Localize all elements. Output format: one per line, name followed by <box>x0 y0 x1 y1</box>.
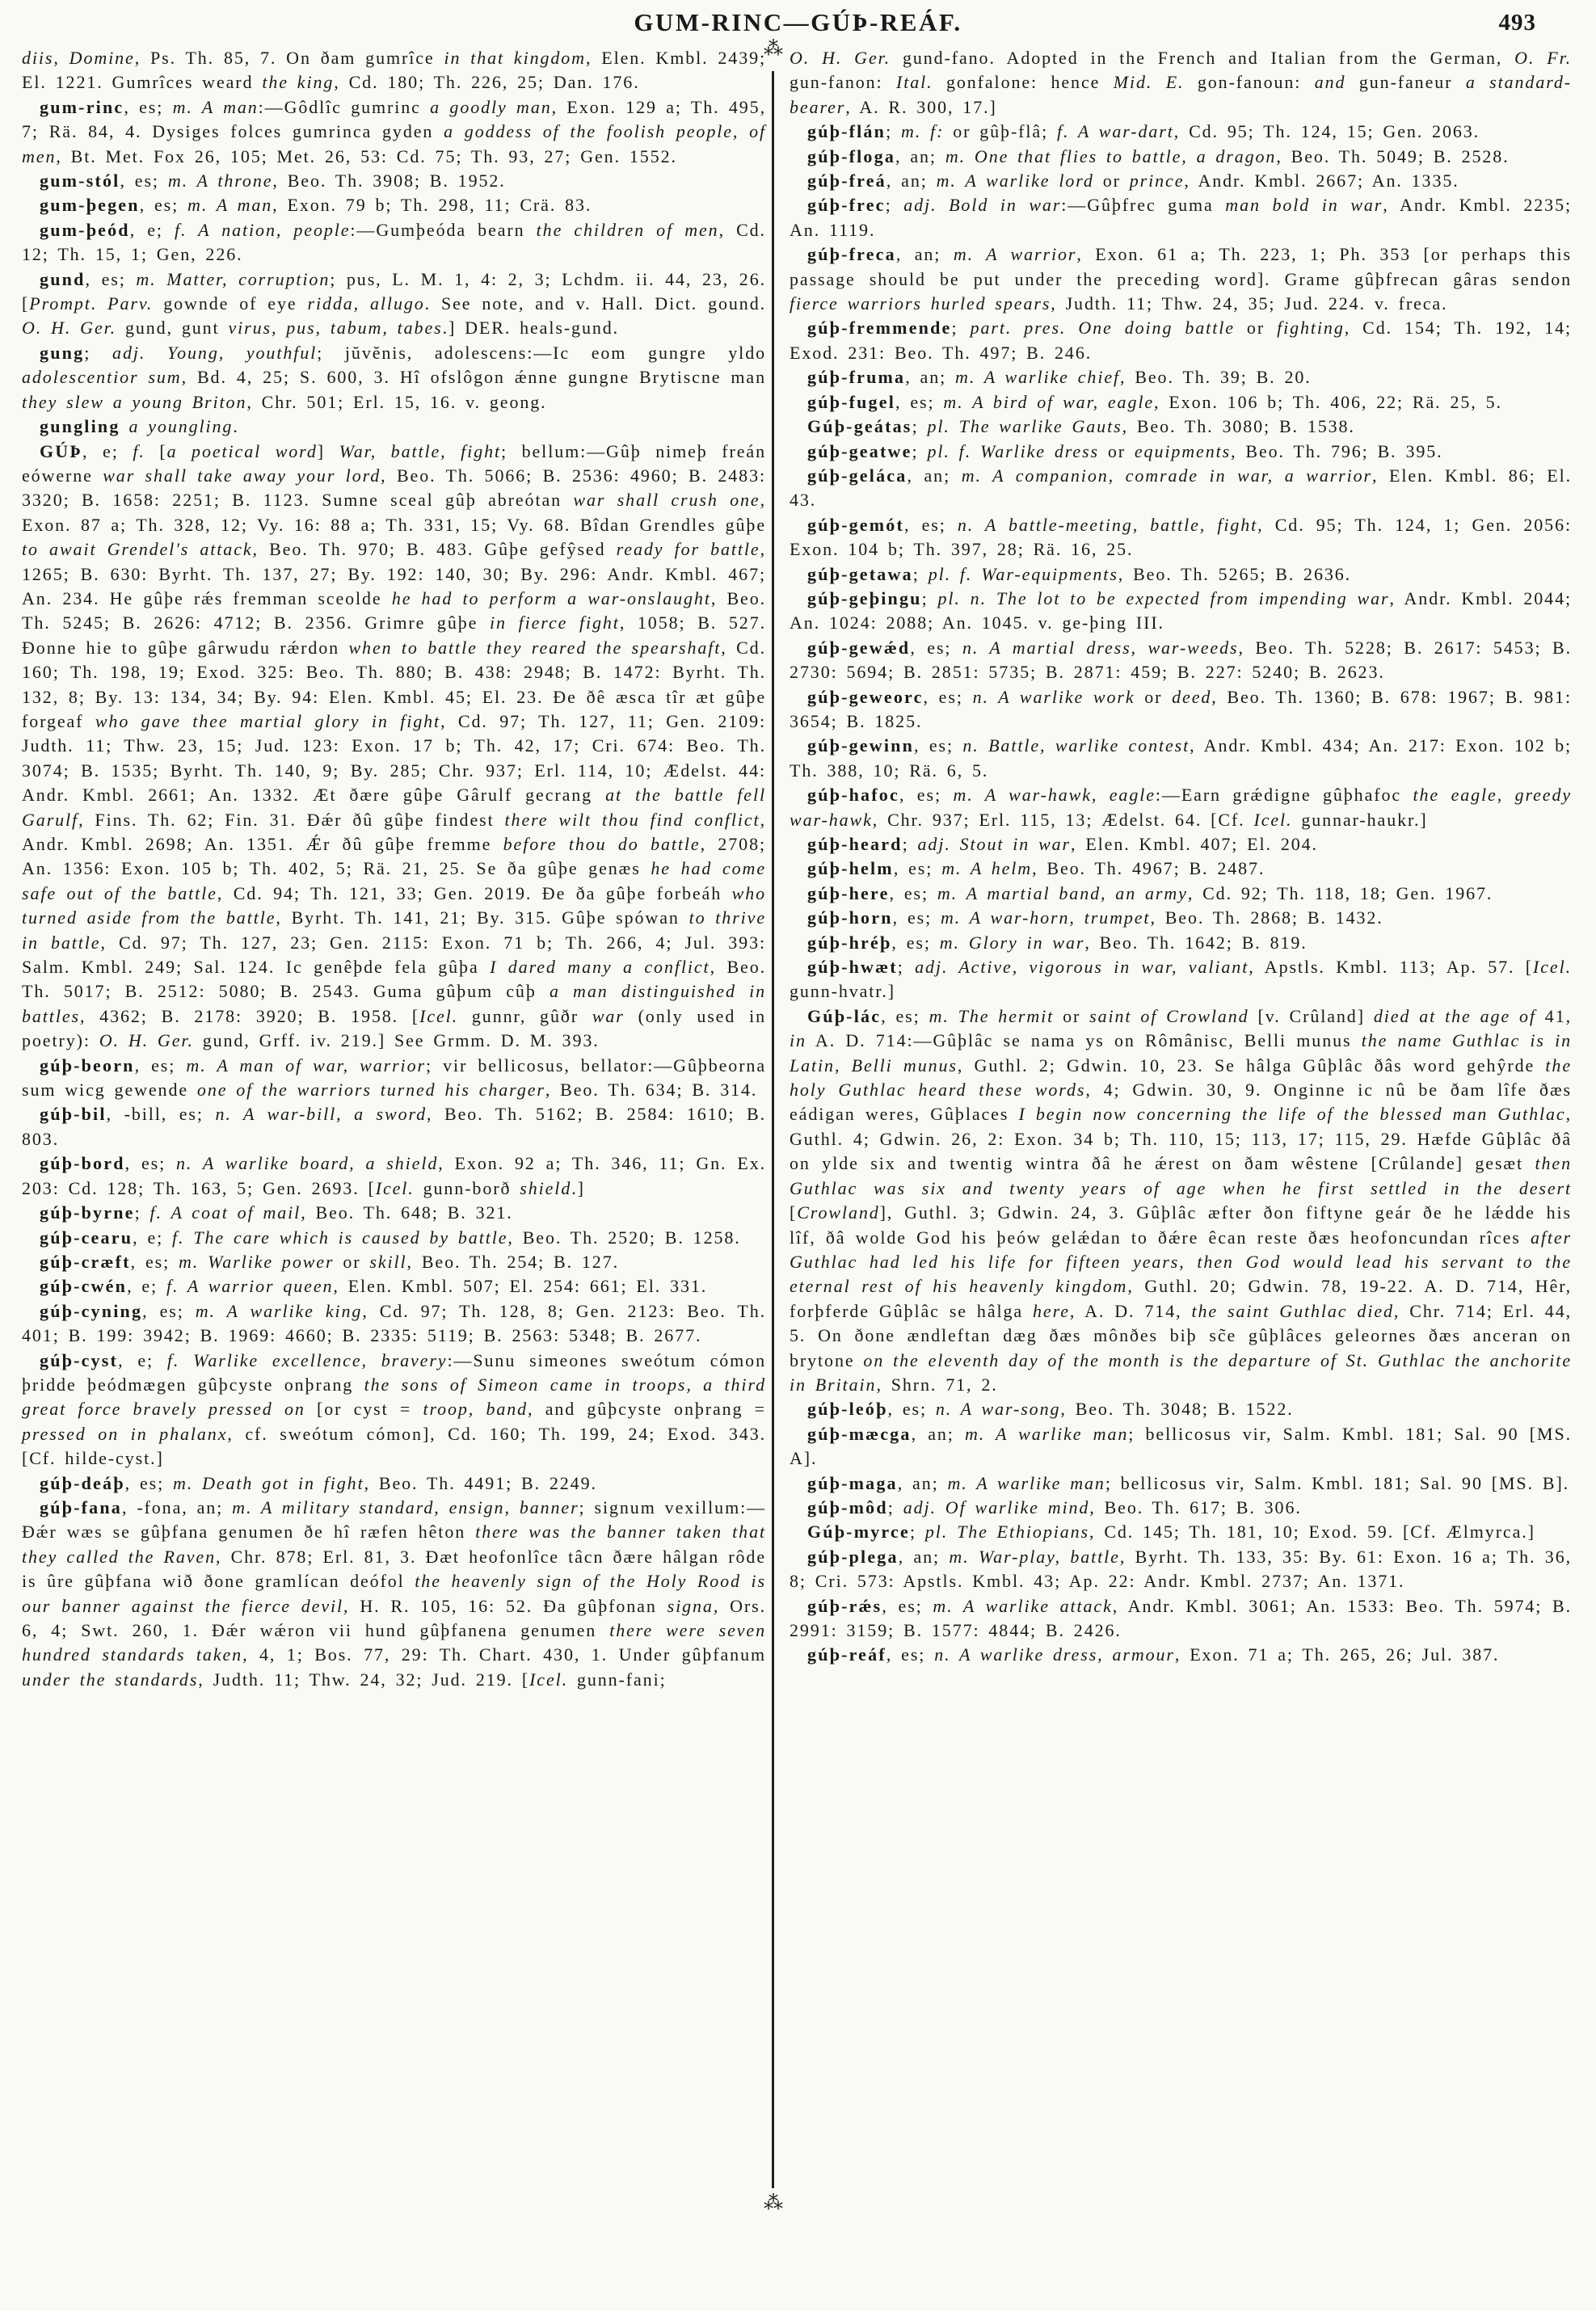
entry-gloss-italic: shield <box>520 1177 572 1198</box>
dictionary-entry: gum-rinc, es; m. A man:—Gôdlîc gumrinc a goodly man, Exon. 129 a; Th. 495, 7; Rä. 84, 4. Dysiges folces gumrinca gyden a goddess of the foolish people, of men, Bt. Met. Fox 26, 105; Met. 26, 53: Cd. 75; Th. 93, 27; Gen. 1552. <box>22 96 767 166</box>
dictionary-entry: gúþ-môd; adj. Of warlike mind, Beo. Th. 617; B. 306. <box>807 1496 1302 1518</box>
entry-gloss-italic: m. A helm <box>941 858 1033 879</box>
entry-headword: gúþ-frec <box>807 195 886 216</box>
dictionary-entry: gúþ-getawa; pl. f. War-equipments, Beo. Th. 5265; B. 2636. <box>807 563 1352 584</box>
entry-gloss-italic: m. A throne <box>167 170 273 192</box>
entry-gloss-italic: n. A warlike board, a shield <box>176 1153 439 1174</box>
entry-gloss-italic: Icel. <box>529 1669 569 1690</box>
entry-gloss-italic: part. pres. One doing battle <box>970 318 1235 339</box>
dictionary-entry: gúþ-heard; adj. Stout in war, Elen. Kmbl. 407; El. 204. <box>807 834 1318 854</box>
entry-gloss-italic: the heavenly sign of the Holy Rood is our banner against the fierce devil <box>22 1571 766 1616</box>
entry-headword: gúþ-helm <box>807 858 894 879</box>
entry-gloss-italic: Icel. <box>419 1005 459 1026</box>
entry-gloss-italic: on the eleventh day of the month is the departure of St. Guthlac the anchorite in Britain <box>790 1349 1572 1395</box>
entry-gloss-italic: there were seven hundred standards taken <box>22 1620 766 1665</box>
entry-headword: Gúþ-lác <box>807 1005 882 1026</box>
dictionary-entry: gúþ-frec; adj. Bold in war:—Gûþfrec guma man bold in war, Andr. Kmbl. 2235; An. 1119. <box>790 195 1572 240</box>
entry-gloss-italic: pl. The warlike Gauts <box>927 416 1122 437</box>
entry-gloss-italic: deed <box>1172 686 1212 707</box>
dictionary-entry: gúþ-cyning, es; m. A warlike king, Cd. 97; Th. 128, 8; Gen. 2123: Beo. Th. 401; B. 199: 3942; B. 1969: 4660; B. 2335: 5119; B. 2563: 5348; B. 2677. <box>22 1300 766 1346</box>
entry-gloss-italic: man bold in war <box>1225 195 1383 216</box>
entry-gloss-italic: adj. Stout in war <box>917 834 1072 854</box>
dictionary-entry: gúþ-hwæt; adj. Active, vigorous in war, valiant, Apstls. Kmbl. 113; Ap. 57. [Icel. gunn-hvatr.] <box>790 957 1572 1002</box>
entry-headword: gúþ-mæcga <box>807 1423 912 1444</box>
entry-gloss-italic: f. A coat of mail <box>149 1202 301 1223</box>
entry-gloss-italic: virus, pus, tabum, tabes <box>228 318 443 339</box>
entry-gloss-italic: m. A war-hawk, eagle <box>953 785 1156 806</box>
entry-gloss-italic: a poetical word <box>166 440 318 461</box>
entry-gloss-italic: m. A warlike attack <box>933 1595 1113 1616</box>
entry-gloss-italic: Ital. <box>895 72 933 93</box>
entry-gloss-italic: in that kingdom <box>444 48 586 68</box>
dictionary-entry: gúþ-helm, es; m. A helm, Beo. Th. 4967; B. 2487. <box>807 858 1265 879</box>
entry-headword: gúþ-cwén <box>40 1276 128 1297</box>
dictionary-entry: gúþ-cwén, e; f. A warrior queen, Elen. Kmbl. 507; El. 254: 661; El. 331. <box>40 1276 708 1297</box>
entry-gloss-italic: m. A warlike man <box>947 1472 1105 1493</box>
entry-gloss-italic: ready for battle <box>616 539 760 560</box>
entry-gloss-italic: f. A war-dart <box>1057 121 1174 142</box>
entry-gloss-italic: pl. The Ethiopians <box>924 1522 1090 1543</box>
entry-headword: gúþ-cyning <box>40 1300 143 1321</box>
entry-headword: gum-þeód <box>40 219 130 240</box>
dictionary-entry: gúþ-geláca, an; m. A companion, comrade in war, a warrior, Elen. Kmbl. 86; El. 43. <box>790 465 1572 511</box>
entry-headword: gúþ-geweorc <box>807 686 924 707</box>
dictionary-entry: gúþ-geþingu; pl. n. The lot to be expected from impending war, Andr. Kmbl. 2044; An. 1024: 2088; An. 1045. v. ge-þing III. <box>790 587 1572 634</box>
entry-gloss-italic: equipments <box>1134 440 1232 461</box>
divider-ornament-bottom-icon: ⁂ <box>764 2193 783 2214</box>
page-title: GUM-RINC—GÚÞ-REÁF. <box>634 8 962 36</box>
entry-gloss-italic: adolescentior sum <box>22 367 182 388</box>
entry-headword: gúþ-beorn <box>40 1054 135 1076</box>
entry-gloss-italic: to thrive in battle <box>22 907 767 953</box>
entry-gloss-italic: n. A martial dress, war-weeds <box>962 637 1239 658</box>
entry-gloss-italic: Icel. <box>375 1177 415 1198</box>
entry-gloss-italic: f. <box>133 440 145 461</box>
dictionary-entry: gúþ-mæcga, an; m. A warlike man; bellicosus vir, Salm. Kmbl. 181; Sal. 90 [MS. A]. <box>790 1423 1572 1469</box>
entry-gloss-italic: m. A bird of war, eagle <box>943 391 1155 412</box>
dictionary-entry: gúþ-bord, es; n. A warlike board, a shield, Exon. 92 a; Th. 346, 11; Gn. Ex. 203: Cd. 128; Th. 163, 5; Gen. 2693. [Icel. gunn-borð shield.] <box>22 1153 766 1198</box>
entry-headword: gúþ-bord <box>40 1153 125 1174</box>
entry-headword: Gúþ-myrce <box>807 1522 910 1543</box>
entry-headword: gúþ-hréþ <box>807 932 892 953</box>
dictionary-entry: gúþ-fruma, an; m. A warlike chief, Beo. Th. 39; B. 20. <box>807 367 1312 388</box>
entry-gloss-italic: Icel. <box>1253 809 1293 830</box>
entry-headword: gum-rinc <box>40 96 124 117</box>
dictionary-entry: gung; adj. Young, youthful; jŭvĕnis, adolescens:—Ic eom gungre yldo adolescentior sum, Bd. 4, 25; S. 600, 3. Hî ofslôgon ǽnne gungne Brytiscne man they slew a young Briton, Chr. 501; Erl. 15, 16. v. geong. <box>22 342 766 412</box>
entry-gloss-italic: then Guthlac was six and twenty years of age when he first settled in the desert <box>790 1153 1572 1198</box>
entry-gloss-italic: the eagle, greedy war-hawk <box>790 785 1573 830</box>
entry-gloss-italic: Prompt. Parv. <box>29 293 154 314</box>
entry-gloss-italic: the holy Guthlac heard these words <box>790 1054 1572 1101</box>
entry-headword: gúþ-deáþ <box>40 1472 125 1493</box>
entry-headword: gúþ-cræft <box>40 1251 131 1272</box>
entry-gloss-italic: the name Guthlac is in Latin, Belli munus <box>790 1030 1573 1076</box>
entry-gloss-italic: O. H. Ger. <box>790 48 891 68</box>
dictionary-entry: gúþ-gemót, es; n. A battle-meeting, battle, fight, Cd. 95; Th. 124, 1; Gen. 2056: Exon. 104 b; Th. 397, 28; Rä. 16, 25. <box>790 514 1572 560</box>
entry-headword: gúþ-freca <box>807 244 896 265</box>
entry-gloss-italic: there wilt thou find conflict <box>504 809 760 830</box>
entry-gloss-italic: f. A warrior queen <box>166 1276 334 1297</box>
entry-gloss-italic: before thou do battle <box>503 834 701 854</box>
entry-headword: gúþ-gemót <box>807 514 905 535</box>
entry-gloss-italic: war shall crush one <box>573 490 760 511</box>
entry-gloss-italic: the children of men <box>536 219 719 240</box>
entry-headword: gúþ-bil <box>40 1104 107 1125</box>
entry-headword: gúþ-geþingu <box>807 587 922 608</box>
dictionary-entry: gúþ-freá, an; m. A warlike lord or prince, Andr. Kmbl. 2667; An. 1335. <box>807 170 1459 192</box>
dictionary-entry: gúþ-fremmende; part. pres. One doing battle or fighting, Cd. 154; Th. 192, 14; Exod. 231: Beo. Th. 497; B. 246. <box>790 318 1573 363</box>
entry-headword: gúþ-geláca <box>807 465 907 486</box>
entry-gloss-italic: to await Grendel's attack <box>22 539 253 560</box>
entry-gloss-italic: n. A war-bill, a sword <box>215 1104 427 1125</box>
dictionary-entry: gúþ-fugel, es; m. A bird of war, eagle, Exon. 106 b; Th. 406, 22; Rä. 25, 5. <box>807 391 1502 412</box>
dictionary-entry: gúþ-plega, an; m. War-play, battle, Byrht. Th. 133, 35: By. 61: Exon. 16 a; Th. 36, 8; Cri. 573: Apstls. Kmbl. 43; Ap. 22: Andr. Kmbl. 2737; An. 1371. <box>790 1546 1572 1592</box>
entry-gloss-italic: a man distinguished in battles <box>22 981 766 1026</box>
entry-headword: gúþ-leóþ <box>807 1399 888 1420</box>
entry-gloss-italic: he had to perform a war-onslaught <box>391 587 711 608</box>
dictionary-entry: gúþ-gewinn, es; n. Battle, warlike contest, Andr. Kmbl. 434; An. 217: Exon. 102 b; Th. 388, 10; Rä. 6, 5. <box>790 735 1572 781</box>
entry-gloss-italic: adj. Active, vigorous in war, valiant <box>915 957 1249 978</box>
entry-gloss-italic: Mid. E. <box>1113 72 1185 93</box>
entry-gloss-italic: n. Battle, warlike contest <box>962 735 1190 756</box>
dictionary-entry: gúþ-leóþ, es; n. A war-song, Beo. Th. 3048; B. 1522. <box>807 1399 1294 1420</box>
entry-gloss-italic: m. A man <box>187 195 273 216</box>
entry-gloss-italic: m. A warlike lord <box>936 170 1094 192</box>
entry-headword: gum-stól <box>40 170 120 192</box>
entry-gloss-italic: War, battle, fight <box>339 440 502 461</box>
entry-gloss-italic: signa <box>667 1595 714 1616</box>
left-column <box>22 46 766 1692</box>
entry-gloss-italic: m. A man of war, warrior <box>186 1054 426 1076</box>
entry-headword: gúþ-môd <box>807 1496 888 1518</box>
entry-gloss-italic: there was the banner taken that they called the Raven <box>22 1522 766 1567</box>
entry-gloss-italic: war <box>592 1005 625 1026</box>
entry-gloss-italic: f. A nation, people <box>175 219 351 240</box>
entry-headword: gúþ-hwæt <box>807 957 898 978</box>
entry-gloss-italic: diis, Domine <box>22 48 135 68</box>
dictionary-entry: O. H. Ger. gund-fano. Adopted in the French and Italian from the German, O. Fr. gun-fanon: Ital. gonfalone: hence Mid. E. gon-fanoun: and gun-faneur a standard-bearer, A. R. 300, 17.] <box>790 48 1572 117</box>
dictionary-entry: gund, es; m. Matter, corruption; pus, L. M. 1, 4: 2, 3; Lchdm. ii. 44, 23, 26. [Prompt. Parv. gownde of eye ridda, allugo. See note, and v. Hall. Dict. gound. O. H. Ger. gund, gunt virus, pus, tabum, tabes.] DER. heals-gund. <box>22 268 767 339</box>
dictionary-entry: gúþ-cræft, es; m. Warlike power or skill, Beo. Th. 254; B. 127. <box>40 1251 620 1272</box>
entry-headword: gúþ-fruma <box>807 367 906 388</box>
dictionary-entry: diis, Domine, Ps. Th. 85, 7. On ðam gumrîce in that kingdom, Elen. Kmbl. 2439; El. 1221. Gumrîces weard the king, Cd. 180; Th. 226, 25; Dan. 176. <box>22 48 767 93</box>
entry-gloss-italic: m. A man <box>172 96 259 117</box>
entry-gloss-italic: the saint Guthlac died <box>1191 1300 1394 1321</box>
entry-headword: GÚÞ <box>40 440 83 461</box>
entry-gloss-italic: m. War-play, battle <box>949 1546 1120 1567</box>
dictionary-entry: gúþ-cyst, e; f. Warlike excellence, bravery:—Sunu simeones sweótum cómon þridde þeódmægen gûþcyste onþrang the sons of Simeon came in troops, a third great force bravely pressed on [or cyst = troop, band, and gûþcyste onþrang = pressed on in phalanx, cf. sweótum cómon], Cd. 160; Th. 199, 24; Exod. 343. [Cf. hilde-cyst.] <box>22 1349 766 1469</box>
dictionary-entry: gúþ-fana, -fona, an; m. A military standard, ensign, banner; signum vexillum:—Ðǽr wæs se gûþfana genumen ðe hî ræfen hêton there was the banner taken that they called the Raven, Chr. 878; Erl. 81, 3. Ðæt heofonlîce tâcn ðære hâlgan rôde is ûre gûþfana wið ðone gramlícan deófol the heavenly sign of the Holy Rood is our banner against the fierce devil, H. R. 105, 16: 52. Ða gûþfonan signa, Ors. 6, 4; Swt. 260, 1. Ðǽr wǽron vii hund gûþfanena genumen there were seven hundred standards taken, 4, 1; Bos. 77, 29: Th. Chart. 430, 1. Under gûþfanum under the standards, Judth. 11; Thw. 24, 32; Jud. 219. [Icel. gunn-fani; <box>22 1496 766 1690</box>
entry-headword: gúþ-flán <box>807 121 886 142</box>
entry-gloss-italic: f. Warlike excellence, bravery <box>166 1349 448 1370</box>
entry-gloss-italic: m. A military standard, ensign, banner <box>232 1496 579 1518</box>
entry-headword: gúþ-geatwe <box>807 440 912 461</box>
entry-headword: gungling <box>40 416 120 437</box>
entry-gloss-italic: after Guthlac had led his life for fifteen years, then God would lead his servant to the eternal rest of his heavenly kingdom <box>790 1227 1572 1297</box>
divider-ornament-top-icon: ⁂ <box>764 39 783 60</box>
entry-headword: gúþ-here <box>807 882 890 903</box>
entry-gloss-italic: m. A warlike chief <box>955 367 1121 388</box>
dictionary-entry: gúþ-hréþ, es; m. Glory in war, Beo. Th. 1642; B. 819. <box>807 932 1308 953</box>
entry-gloss-italic: in fierce fight <box>490 612 620 634</box>
entry-gloss-italic: m. A warlike king <box>195 1300 363 1321</box>
entry-gloss-italic: pl. f. Warlike dress <box>927 440 1099 461</box>
column-divider-rule <box>772 71 774 2188</box>
dictionary-entry: gungling a youngling. <box>40 416 239 437</box>
entry-headword: gúþ-maga <box>807 1472 898 1493</box>
entry-gloss-italic: m. Glory in war <box>939 932 1085 953</box>
entry-gloss-italic: at the battle fell Garulf <box>22 785 766 830</box>
entry-gloss-italic: adj. Of warlike mind <box>903 1496 1090 1518</box>
dictionary-entry: gúþ-horn, es; m. A war-horn, trumpet, Beo. Th. 2868; B. 1432. <box>807 907 1383 928</box>
entry-gloss-italic: O. Fr. <box>1514 48 1572 68</box>
entry-gloss-italic: a youngling <box>128 416 234 437</box>
entry-gloss-italic: adj. Bold in war <box>903 195 1062 216</box>
entry-headword: gúþ-fana <box>40 1496 122 1518</box>
dictionary-entry: gúþ-beorn, es; m. A man of war, warrior; vir bellicosus, bellator:—Gûþbeorna sum wicg gewende one of the warriors turned his charger, Beo. Th. 634; B. 314. <box>22 1054 767 1101</box>
entry-gloss-italic: fierce warriors hurled spears <box>790 293 1051 314</box>
entry-gloss-italic: prince <box>1129 170 1185 192</box>
dictionary-entry: gúþ-here, es; m. A martial band, an army, Cd. 92; Th. 118, 18; Gen. 1967. <box>807 882 1493 903</box>
entry-gloss-italic: he had come safe out of the battle <box>22 858 766 903</box>
dictionary-entry: gum-þegen, es; m. A man, Exon. 79 b; Th. 298, 11; Crä. 83. <box>40 195 592 216</box>
entry-gloss-italic: m. Death got in fight <box>172 1472 364 1493</box>
entry-gloss-italic: saint of Crowland <box>1089 1005 1249 1026</box>
dictionary-entry: gúþ-flán; m. f: or gûþ-flâ; f. A war-dart, Cd. 95; Th. 124, 15; Gen. 2063. <box>807 121 1480 142</box>
entry-gloss-italic: Crowland <box>797 1202 880 1223</box>
entry-gloss-italic: m. A companion, comrade in war, a warrior <box>961 465 1373 486</box>
entry-headword: gúþ-hafoc <box>807 785 899 806</box>
dictionary-entry: gúþ-floga, an; m. One that flies to battle, a dragon, Beo. Th. 5049; B. 2528. <box>807 145 1510 166</box>
entry-headword: gúþ-horn <box>807 907 893 928</box>
entry-gloss-italic: O. H. Ger. <box>22 318 117 339</box>
entry-headword: gúþ-gewǽd <box>807 637 911 658</box>
entry-gloss-italic: m. Warlike power <box>179 1251 335 1272</box>
entry-gloss-italic: pressed on in phalanx <box>22 1423 228 1444</box>
entry-gloss-italic: troop, band <box>423 1399 528 1420</box>
dictionary-entry: gúþ-rǽs, es; m. A warlike attack, Andr. Kmbl. 3061; An. 1533: Beo. Th. 5974; B. 2991: 3159; B. 1577: 4844; B. 2426. <box>790 1595 1572 1640</box>
dictionary-entry: Gúþ-lác, es; m. The hermit or saint of Crowland [v. Crûland] died at the age of 41, in A. D. 714:—Gûþlâc se nama ys on Rômânisc, Belli munus the name Guthlac is in Latin, Belli munus, Guthl. 2; Gdwin. 10, 23. Se hâlga Gûþlâc ðâs word gehŷrde the holy Guthlac heard these words, 4; Gdwin. 30, 9. Onginne ic nû be ðam lîfe ðæs eádigan weres, Gûþlaces I begin now concerning the life of the blessed man Guthlac, Guthl. 4; Gdwin. 26, 2: Exon. 34 b; Th. 110, 15; 113, 17; 115, 29. Hæfde Gûþlâc ðâ on ylde six and twentig wintra ðâ he ǽrest on ðam wêstene [Crûlande] gesæt then Guthlac was six and twenty years of age when he first settled in the desert [Crowland], Guthl. 3; Gdwin. 24, 3. Gûþlâc æfter ðon fiftyne geár ðe he lǽdde his lîf, ðâ wolde God his þeów gelǽdan to ðǽre êcan reste ðæs heofoncundan rîces after Guthlac had led his life for fifteen years, then God would lead his servant to the eternal rest of his heavenly kingdom, Guthl. 20; Gdwin. 78, 19-22. A. D. 714, Hêr, forþferde Gûþlâc se hâlga here, A. D. 714, the saint Guthlac died, Chr. 714; Erl. 44, 5. On ðone ændleftan dæg ðæs mônðes biþ sc̃e gûþlâces geleornes ðæs anceran on brytone on the eleventh day of the month is the departure of St. Guthlac the anchorite in Britain, Shrn. 71, 2. <box>790 1005 1573 1395</box>
entry-gloss-italic: the king <box>262 72 335 93</box>
entry-headword: gum-þegen <box>40 195 140 216</box>
dictionary-entry: gúþ-maga, an; m. A warlike man; bellicosus vir, Salm. Kmbl. 181; Sal. 90 [MS. B]. <box>807 1472 1570 1493</box>
entry-gloss-italic: who gave thee martial glory in fight <box>95 710 441 731</box>
dictionary-entry: gúþ-reáf, es; n. A warlike dress, armour, Exon. 71 a; Th. 265, 26; Jul. 387. <box>807 1644 1500 1665</box>
entry-gloss-italic: a standard-bearer <box>790 72 1572 117</box>
entry-gloss-italic: ridda, allugo <box>307 293 425 314</box>
entry-headword: gund <box>40 268 86 289</box>
entry-gloss-italic: pl. n. The lot to be expected from impending war <box>937 587 1390 608</box>
entry-gloss-italic: n. A warlike dress, armour <box>934 1644 1175 1665</box>
entry-headword: gung <box>40 342 85 363</box>
entry-headword: gúþ-plega <box>807 1546 899 1567</box>
entry-gloss-italic: fighting <box>1277 318 1345 339</box>
dictionary-entry: gúþ-freca, an; m. A warrior, Exon. 61 a; Th. 223, 1; Ph. 353 [or perhaps this passage should be put under the preceding word]. Grame gûþfrecan gâras sendon fierce warriors hurled spears, Judth. 11; Thw. 24, 35; Jud. 224. v. freca. <box>790 244 1572 314</box>
dictionary-entry: gúþ-bil, -bill, es; n. A war-bill, a sword, Beo. Th. 5162; B. 2584: 1610; B. 803. <box>22 1104 766 1149</box>
page-number: 493 <box>1498 10 1536 36</box>
entry-headword: gúþ-gewinn <box>807 735 915 756</box>
dictionary-entry: gum-þeód, e; f. A nation, people:—Gumþeóda bearn the children of men, Cd. 12; Th. 15, 1; Gen, 226. <box>22 219 766 265</box>
dictionary-entry: gúþ-cearu, e; f. The care which is caused by battle, Beo. Th. 2520; B. 1258. <box>40 1227 741 1248</box>
entry-gloss-italic: I begin now concerning the life of the blessed man Guthlac <box>1018 1104 1566 1125</box>
entry-gloss-italic: the sons of Simeon came in troops, a third great force bravely pressed on <box>22 1374 766 1420</box>
entry-headword: gúþ-heard <box>807 834 903 854</box>
entry-gloss-italic: a goodly man <box>430 96 552 117</box>
dictionary-entry: gúþ-hafoc, es; m. A war-hawk, eagle:—Earn grǽdigne gûþhafoc the eagle, greedy war-hawk, Chr. 937; Erl. 115, 13; Ædelst. 64. [Cf. Icel. gunnar-haukr.] <box>790 785 1573 830</box>
entry-headword: gúþ-byrne <box>40 1202 135 1223</box>
entry-headword: gúþ-freá <box>807 170 886 192</box>
entry-gloss-italic: m. A warrior <box>953 244 1077 265</box>
dictionary-entry: gúþ-geatwe; pl. f. Warlike dress or equipments, Beo. Th. 796; B. 395. <box>807 440 1443 461</box>
entry-gloss-italic: n. A warlike work <box>972 686 1135 707</box>
entry-gloss-italic: in <box>790 1030 806 1051</box>
entry-headword: Gúþ-geátas <box>807 416 912 437</box>
entry-headword: gúþ-reáf <box>807 1644 886 1665</box>
entry-headword: gúþ-floga <box>807 145 896 166</box>
entry-gloss-italic: m. The hermit <box>929 1005 1055 1026</box>
entry-gloss-italic: they slew a young Briton <box>22 391 247 412</box>
entry-gloss-italic: who turned aside from the battle <box>22 882 766 928</box>
dictionary-entry: gúþ-geweorc, es; n. A warlike work or deed, Beo. Th. 1360; B. 678: 1967; B. 981: 3654; B. 1825. <box>790 686 1572 731</box>
right-column <box>790 46 1572 1668</box>
dictionary-entry: Gúþ-geátas; pl. The warlike Gauts, Beo. Th. 3080; B. 1538. <box>807 416 1355 437</box>
entry-gloss-italic: m. A martial band, an army <box>937 882 1188 903</box>
dictionary-entry: Gúþ-myrce; pl. The Ethiopians, Cd. 145; Th. 181, 10; Exod. 59. [Cf. Ælmyrca.] <box>807 1522 1535 1543</box>
dictionary-entry: gúþ-deáþ, es; m. Death got in fight, Beo. Th. 4491; B. 2249. <box>40 1472 597 1493</box>
entry-gloss-italic: n. A war-song <box>935 1399 1061 1420</box>
entry-headword: gúþ-cearu <box>40 1227 133 1248</box>
entry-headword: gúþ-fugel <box>807 391 896 412</box>
entry-gloss-italic: under the standards <box>22 1669 199 1690</box>
dictionary-entry: gúþ-byrne; f. A coat of mail, Beo. Th. 648; B. 321. <box>40 1202 513 1223</box>
entry-gloss-italic: Icel. <box>1533 957 1572 978</box>
entry-gloss-italic: war shall take away your lord <box>103 465 381 486</box>
entry-gloss-italic: I dared many a conflict <box>490 957 710 978</box>
entry-gloss-italic: pl. f. War-equipments <box>928 563 1118 584</box>
entry-gloss-italic: m. One that flies to battle, a dragon <box>945 145 1277 166</box>
entry-gloss-italic: m. A warlike man <box>965 1423 1129 1444</box>
entry-gloss-italic: O. H. Ger. <box>99 1030 194 1051</box>
entry-gloss-italic: n. A battle-meeting, battle, fight <box>957 514 1258 535</box>
entry-gloss-italic: a goddess of the foolish people, of men <box>22 121 767 166</box>
entry-headword: gúþ-cyst <box>40 1349 119 1370</box>
entry-headword: gúþ-fremmende <box>807 318 952 339</box>
entry-gloss-italic: adj. Young, youthful <box>112 342 318 363</box>
entry-gloss-italic: died at the age of <box>1373 1005 1536 1026</box>
dictionary-entry: GÚÞ, e; f. [a poetical word] War, battle, fight; bellum:—Gûþ nimeþ freán eówerne war shall take away your lord, Beo. Th. 5066; B. 2536: 4960; B. 2483: 3320; B. 1658: 2251; B. 1123. Sumne sceal gûþ abreótan war shall crush one, Exon. 87 a; Th. 328, 12; Vy. 16: 88 a; Th. 331, 15; Vy. 68. Bîdan Grendles gûþe to await Grendel's attack, Beo. Th. 970; B. 483. Gûþe gefŷsed ready for battle, 1265; B. 630: Byrht. Th. 137, 27; By. 192: 140, 30; By. 296: Andr. Kmbl. 467; An. 234. He gûþe rǽs fremman sceolde he had to perform a war-onslaught, Beo. Th. 5245; B. 2626: 4712; B. 2356. Grimre gûþe in fierce fight, 1058; B. 527. Ðonne hie to gûþe gârwudu rǽrdon when to battle they reared the spearshaft, Cd. 160; Th. 198, 19; Exod. 325: Beo. Th. 880; B. 438: 2948; B. 1472: Byrht. Th. 132, 8; By. 13: 134, 34; By. 94: Elen. Kmbl. 45; El. 23. Ðe ðê æsca tîr æt gûþe forgeaf who gave thee martial glory in fight, Cd. 97; Th. 127, 11; Gen. 2109: Judth. 11; Thw. 23, 15; Jud. 123: Exon. 17 b; Th. 42, 17; Cri. 674: Beo. Th. 3074; B. 1535; Byrht. Th. 140, 9; By. 285; Chr. 937; Erl. 114, 10; Ædelst. 44: Andr. Kmbl. 2661; An. 1332. Æt ðære gûþe Gârulf gecrang at the battle fell Garulf, Fins. Th. 62; Fin. 31. Ðǽr ðû gûþe findest there wilt thou find conflict, Andr. Kmbl. 2698; An. 1351. Ǽr ðû gûþe fremme before thou do battle, 2708; An. 1356: Exon. 105 b; Th. 402, 5; Rä. 21, 25. Se ða gûþe genæs he had come safe out of the battle, Cd. 94; Th. 121, 33; Gen. 2019. Ðe ða gûþe forbeáh who turned aside from the battle, Byrht. Th. 141, 21; By. 315. Gûþe spówan to thrive in battle, Cd. 97; Th. 127, 23; Gen. 2115: Exon. 71 b; Th. 266, 4; Jul. 393: Salm. Kmbl. 249; Sal. 124. Ic genêþde fela gûþa I dared many a conflict, Beo. Th. 5017; B. 2512: 5080; B. 2543. Guma gûþum cûþ a man distinguished in battles, 4362; B. 2178: 3920; B. 1958. [Icel. gunnr, gûðr war (only used in poetry): O. H. Ger. gund, Grff. iv. 219.] See Grmm. D. M. 393. <box>22 440 767 1051</box>
entry-gloss-italic: and <box>1314 72 1346 93</box>
dictionary-entry: gum-stól, es; m. A throne, Beo. Th. 3908; B. 1952. <box>40 170 506 192</box>
entry-headword: gúþ-getawa <box>807 563 913 584</box>
entry-gloss-italic: one of the warriors turned his charger <box>196 1080 545 1101</box>
entry-gloss-italic: f. The care which is caused by battle <box>172 1227 508 1248</box>
entry-gloss-italic: here <box>1033 1300 1070 1321</box>
entry-headword: gúþ-rǽs <box>807 1595 882 1616</box>
entry-gloss-italic: m. Matter, corruption <box>136 268 331 289</box>
entry-gloss-italic: when to battle they reared the spearshaft <box>348 637 722 658</box>
entry-gloss-italic: m. f: <box>901 121 945 142</box>
entry-gloss-italic: skill <box>369 1251 407 1272</box>
dictionary-entry: gúþ-gewǽd, es; n. A martial dress, war-weeds, Beo. Th. 5228; B. 2617: 5453; B. 2730: 5694; B. 2851: 5735; B. 2871: 459; B. 227: 5240; B. 2623. <box>790 637 1572 683</box>
entry-gloss-italic: m. A war-horn, trumpet <box>940 907 1151 928</box>
